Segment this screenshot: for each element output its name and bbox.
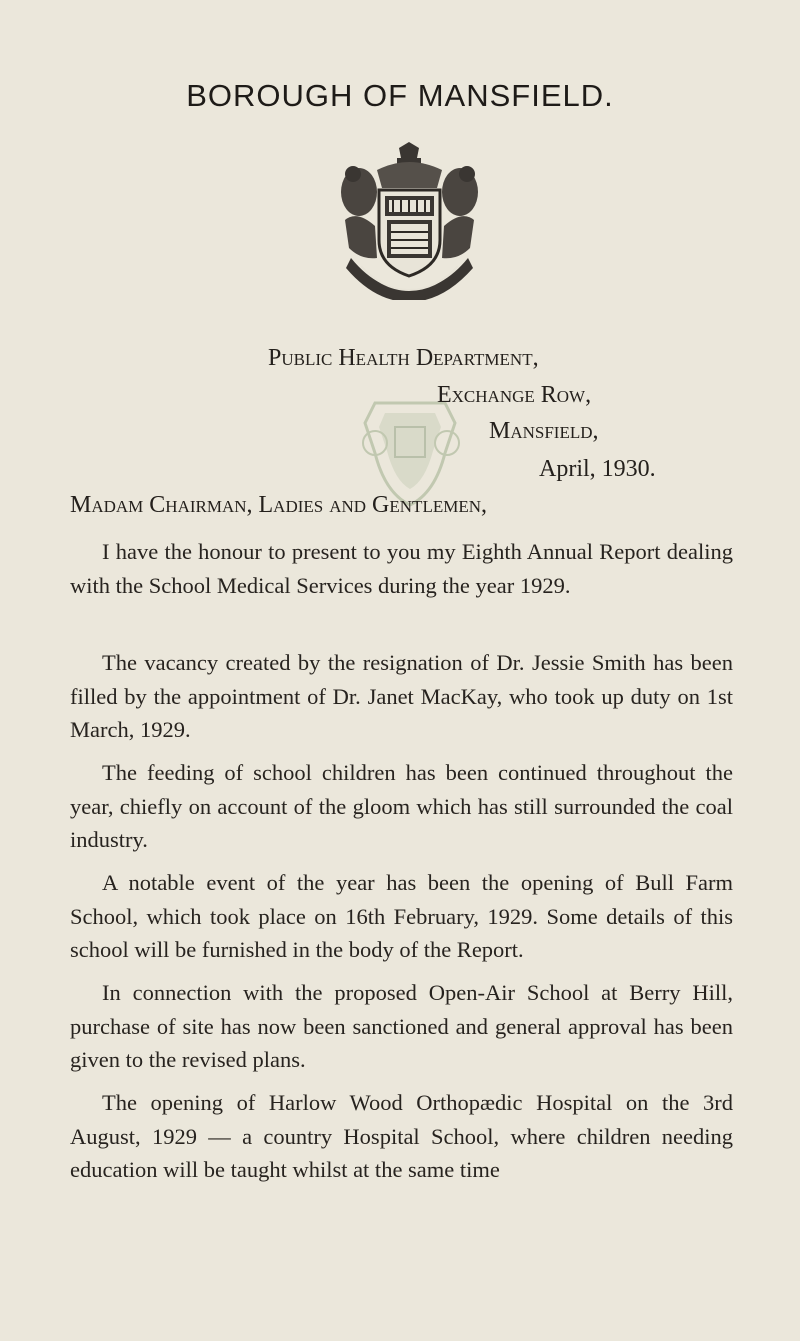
borough-crest-icon: [337, 140, 482, 300]
paragraph: A notable event of the year has been the opening of Bull Farm School, which took place on 16th February, 1929. Some details of this school will be furnished in the body of the Report.: [70, 870, 733, 962]
street-line: Exchange Row,: [437, 382, 592, 408]
page-title: BOROUGH OF MANSFIELD.: [186, 78, 614, 113]
date-line: April, 1930.: [539, 456, 656, 482]
town-line: Mansfield,: [489, 418, 599, 444]
paragraph: The vacancy created by the resignation of Dr. Jessie Smith has been filled by the appointment of Dr. Janet MacKay, who took up duty on 1st March, 1929.: [70, 650, 733, 742]
paragraph: The opening of Harlow Wood Orthopædic Hospital on the 3rd August, 1929 — a country Hospital School, where children needing education will be taught whilst at the same time: [70, 1090, 733, 1182]
paragraph: The feeding of school children has been continued throughout the year, chiefly on account of the gloom which has still surrounded the coal industry.: [70, 760, 733, 852]
department-line: Public Health Department,: [268, 345, 539, 371]
paragraph: I have the honour to present to you my Eighth Annual Report dealing with the School Medical Services during the year 1929.: [70, 539, 733, 598]
paragraph: In connection with the proposed Open-Air School at Berry Hill, purchase of site has now been sanctioned and general approval has been given to the revised plans.: [70, 980, 733, 1072]
salutation: Madam Chairman, Ladies and Gentlemen,: [70, 492, 487, 518]
